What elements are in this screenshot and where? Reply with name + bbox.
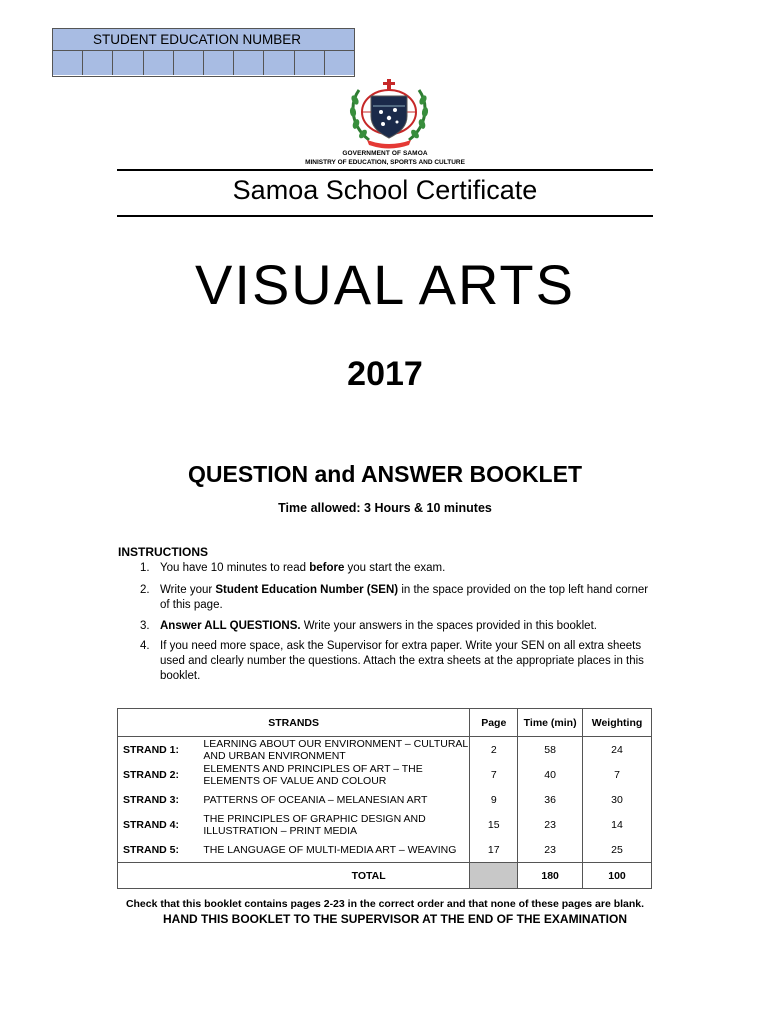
strand-weight: 14 <box>583 812 652 837</box>
hand-in-instruction: HAND THIS BOOKLET TO THE SUPERVISOR AT THE END OF THE EXAMINATION <box>162 912 628 926</box>
instruction-number: 2. <box>140 584 150 596</box>
strand-weight: 25 <box>583 837 652 863</box>
strand-page: 15 <box>470 812 518 837</box>
instruction-number: 1. <box>140 562 150 574</box>
sen-cell[interactable] <box>234 51 264 75</box>
instruction-number: 3. <box>140 620 150 632</box>
total-weight: 100 <box>583 863 652 889</box>
ministry-line: MINISTRY OF EDUCATION, SPORTS AND CULTURE <box>305 159 465 166</box>
instruction-bold: Answer ALL QUESTIONS. <box>160 620 301 632</box>
instruction-text: If you need more space, ask the Supervisor for extra paper. Write your SEN on all extra sheets used and clearly number the questions. Attach the extra sheets at the appropriate places in this booklet. <box>160 640 644 682</box>
table-row <box>118 737 652 763</box>
strand-time: 23 <box>518 812 583 837</box>
header-strands: STRANDS <box>118 709 470 737</box>
strands-table <box>117 708 652 889</box>
sen-cell[interactable] <box>144 51 174 75</box>
strand-page: 9 <box>470 787 518 812</box>
table-row <box>118 762 652 787</box>
top-rule <box>117 169 653 171</box>
total-time: 180 <box>518 863 583 889</box>
strand-label: STRAND 4: <box>118 812 204 837</box>
sen-cell[interactable] <box>325 51 354 75</box>
total-label: TOTAL <box>118 863 470 889</box>
header-time: Time (min) <box>518 709 583 737</box>
exam-year: 2017 <box>347 355 423 393</box>
strand-description: PATTERNS OF OCEANIA – MELANESIAN ART <box>203 787 469 812</box>
instructions-heading: INSTRUCTIONS <box>118 545 208 559</box>
sen-cell[interactable] <box>174 51 204 75</box>
sen-cell[interactable] <box>204 51 234 75</box>
strand-label: STRAND 5: <box>118 837 204 863</box>
table-header-row <box>118 709 652 737</box>
sen-cells <box>53 51 354 75</box>
government-line: GOVERNMENT OF SAMOA <box>342 150 428 157</box>
strand-page: 2 <box>470 737 518 763</box>
bottom-rule <box>117 215 653 217</box>
sen-cell[interactable] <box>83 51 113 75</box>
strand-time: 40 <box>518 762 583 787</box>
instruction-text: you start the exam. <box>344 562 446 574</box>
sen-box <box>52 28 355 77</box>
instruction-item <box>140 619 650 634</box>
strand-description: LEARNING ABOUT OUR ENVIRONMENT – CULTURAL AND URBAN ENVIRONMENT <box>203 737 469 762</box>
page-check-note: Check that this booklet contains pages 2-23 in the correct order and that none of these pages are blank. <box>125 898 645 910</box>
strand-weight: 7 <box>583 762 652 787</box>
instruction-bold: before <box>309 562 345 574</box>
strand-description: THE LANGUAGE OF MULTI-MEDIA ART – WEAVING <box>203 837 469 863</box>
strand-time: 58 <box>518 737 583 763</box>
table-row <box>118 812 652 837</box>
strand-label: STRAND 3: <box>118 787 204 812</box>
subject-title: VISUAL ARTS <box>195 253 575 316</box>
instruction-text: in the space provided on the top left hand corner of this page. <box>160 584 649 611</box>
sen-cell[interactable] <box>113 51 143 75</box>
strand-time: 36 <box>518 787 583 812</box>
strand-time: 23 <box>518 837 583 863</box>
certificate-title: Samoa School Certificate <box>232 175 538 205</box>
strand-description: ELEMENTS AND PRINCIPLES OF ART – THE ELEMENTS OF VALUE AND COLOUR <box>203 762 469 787</box>
time-allowed: Time allowed: 3 Hours & 10 minutes <box>278 501 492 515</box>
samoa-coat-of-arms-icon <box>345 78 433 150</box>
strand-page: 7 <box>470 762 518 787</box>
instruction-bold: Student Education Number (SEN) <box>215 584 399 596</box>
header-weighting: Weighting <box>583 709 652 737</box>
booklet-title: QUESTION and ANSWER BOOKLET <box>188 461 582 487</box>
header-page: Page <box>470 709 518 737</box>
instruction-text: You have 10 minutes to read <box>160 562 310 574</box>
total-page-shaded <box>470 863 518 889</box>
sen-cell[interactable] <box>53 51 83 75</box>
instruction-text: Write your answers in the spaces provided in this booklet. <box>300 620 597 632</box>
instruction-item <box>140 583 650 613</box>
strand-weight: 30 <box>583 787 652 812</box>
sen-cell[interactable] <box>264 51 294 75</box>
total-row <box>118 863 652 889</box>
strand-weight: 24 <box>583 737 652 763</box>
strand-label: STRAND 2: <box>118 762 204 787</box>
instruction-number: 4. <box>140 640 150 652</box>
instruction-item <box>140 639 650 684</box>
sen-label: STUDENT EDUCATION NUMBER <box>53 29 354 51</box>
instruction-item <box>140 561 650 576</box>
strand-label: STRAND 1: <box>118 737 204 763</box>
strand-page: 17 <box>470 837 518 863</box>
instruction-text: Write your <box>160 584 216 596</box>
table-row <box>118 837 652 863</box>
sen-cell[interactable] <box>295 51 325 75</box>
table-row <box>118 787 652 812</box>
strand-description: THE PRINCIPLES OF GRAPHIC DESIGN AND ILLUSTRATION – PRINT MEDIA <box>203 812 469 837</box>
